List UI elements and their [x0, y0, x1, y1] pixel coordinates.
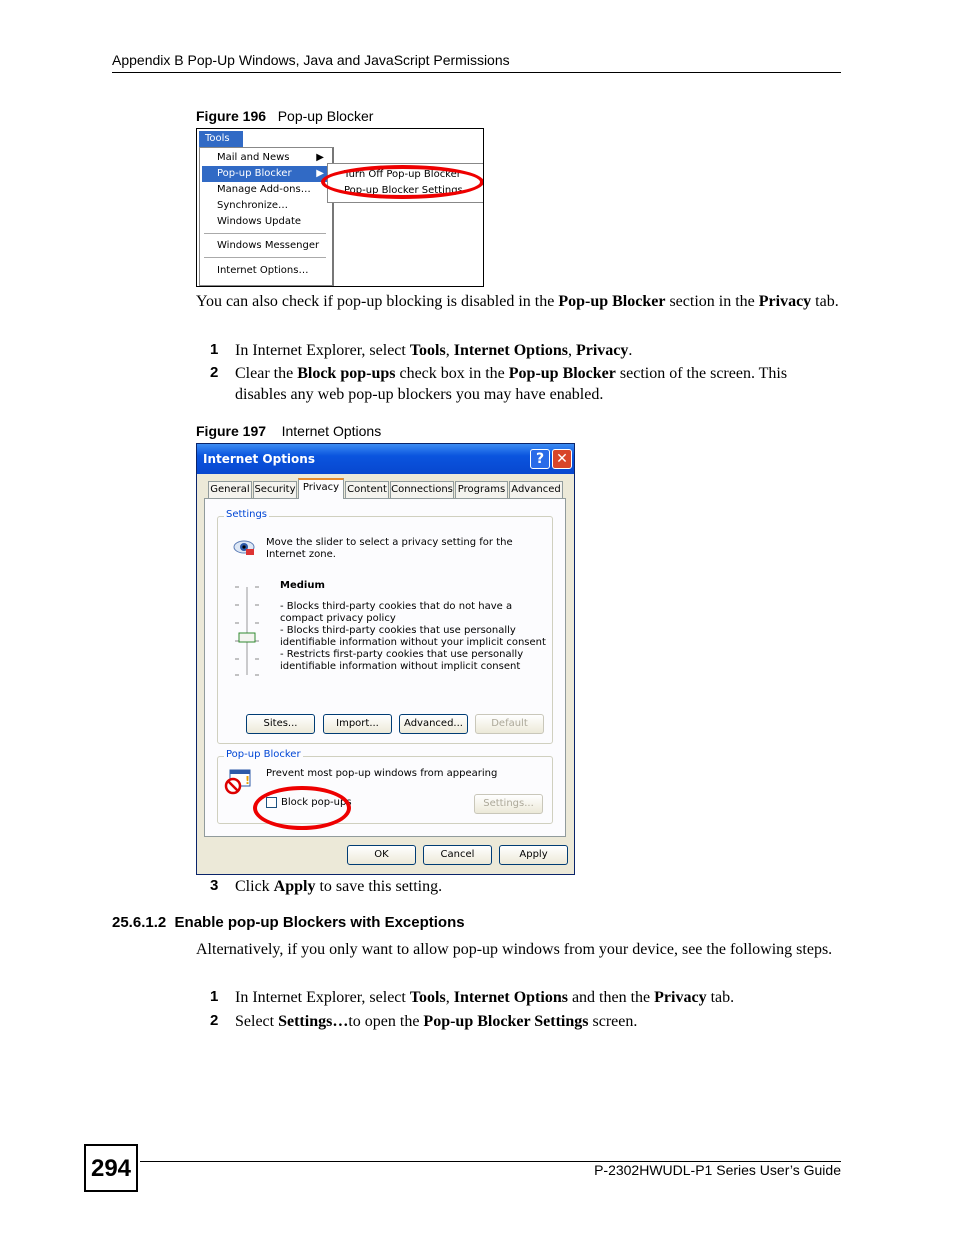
submenu-popup-blocker-settings[interactable]: Pop-up Blocker Settings [344, 185, 463, 196]
block-popups-label: Block pop-ups [281, 797, 352, 808]
tools-menu-title[interactable]: Tools [199, 131, 243, 147]
internet-options-dialog [196, 443, 575, 875]
highlight-ring [253, 786, 351, 830]
submenu-arrow-icon: ▶ [316, 168, 324, 179]
menu-item-popup-blocker[interactable]: Pop-up Blocker ▶ [202, 166, 328, 182]
ok-button[interactable]: OK [347, 845, 416, 865]
submenu-turn-off-popup-blocker[interactable]: Turn Off Pop-up Blocker [344, 169, 461, 180]
highlight-ring [321, 165, 484, 199]
paragraph-alternative: Alternatively, if you only want to allow pop-up windows from your device, see the following steps. [196, 941, 833, 958]
step-number: 1 [210, 988, 219, 1005]
menu-separator [204, 257, 326, 258]
figure-196-label: Figure 196 [196, 108, 267, 124]
level-description-2: - Blocks third-party cookies that use personally identifiable information without your implicit consent [280, 625, 546, 648]
guide-title: P-2302HWUDL-P1 Series User’s Guide [594, 1162, 841, 1178]
menu-item-mail-news[interactable]: Mail and News ▶ [202, 150, 328, 166]
dialog-title: Internet Options [203, 452, 315, 466]
popup-description: Prevent most pop-up windows from appearing [266, 768, 498, 779]
step-1-text: In Internet Explorer, select Tools, Internet Options, Privacy. [235, 342, 633, 359]
step-3-text: Click Apply to save this setting. [235, 878, 443, 895]
menu-separator [204, 233, 326, 234]
submenu-arrow-icon: ▶ [316, 152, 324, 163]
figure-197-title: Internet Options [281, 423, 382, 439]
tab-privacy[interactable]: Privacy [298, 478, 344, 499]
tab-general[interactable]: General [208, 481, 252, 498]
advanced-button[interactable]: Advanced... [399, 714, 468, 734]
help-button[interactable] [530, 449, 550, 469]
privacy-slider[interactable] [232, 585, 262, 677]
settings-group-label: Settings [226, 509, 268, 520]
step-1-text: In Internet Explorer, select Tools, Internet Options and then the Privacy tab. [235, 989, 735, 1006]
blocked-window-icon [224, 769, 252, 795]
menu-item-windows-messenger[interactable]: Windows Messenger [217, 240, 320, 251]
running-header: Appendix B Pop-Up Windows, Java and JavaScript Permissions [112, 52, 510, 68]
section-heading: 25.6.1.2 Enable pop-up Blockers with Exceptions [112, 914, 465, 931]
step-2-text: Select Settings…to open the Pop-up Blocker Settings screen. [235, 1013, 638, 1030]
tab-content[interactable]: Content [345, 481, 389, 498]
import-button[interactable]: Import... [323, 714, 392, 734]
figure-197-caption [196, 423, 381, 439]
figure-196-caption [196, 108, 373, 124]
close-icon: ✕ [556, 451, 568, 467]
settings-group [217, 509, 553, 744]
header-rule [112, 72, 841, 73]
level-description-3: - Restricts first-party cookies that use personally identifiable information without implicit consent [280, 649, 524, 672]
tab-connections[interactable]: Connections [390, 481, 454, 498]
menu-item-internet-options[interactable]: Internet Options… [217, 265, 309, 276]
step-number: 2 [210, 364, 219, 381]
step-2-text: Clear the Block pop-ups check box in the Pop-up Blocker section of the screen. This disables any web pop-up blockers you may have enabled. [235, 365, 788, 403]
slider-instruction: Move the slider to select a privacy setting for the Internet zone. [266, 537, 513, 560]
dialog-titlebar [197, 444, 574, 474]
step-number: 1 [210, 341, 219, 358]
tab-advanced[interactable]: Advanced [509, 481, 563, 498]
figure-196-image [196, 128, 484, 287]
step-number: 2 [210, 1012, 219, 1029]
help-icon: ? [535, 451, 545, 467]
svg-text:!: ! [245, 774, 251, 787]
menu-item-windows-update[interactable]: Windows Update [217, 216, 302, 227]
sites-button[interactable]: Sites... [246, 714, 315, 734]
page-number: 294 [84, 1144, 138, 1192]
privacy-level: Medium [280, 580, 325, 591]
close-button[interactable] [552, 449, 572, 469]
default-button[interactable]: Default [475, 714, 544, 734]
level-description-1: - Blocks third-party cookies that do not have a compact privacy policy [280, 601, 513, 624]
menu-item-synchronize[interactable]: Synchronize… [217, 200, 288, 211]
privacy-panel [204, 498, 566, 837]
step-number: 3 [210, 877, 219, 894]
tab-programs[interactable]: Programs [455, 481, 508, 498]
popup-settings-button[interactable]: Settings... [474, 794, 543, 814]
figure-196-title: Pop-up Blocker [277, 108, 374, 124]
paragraph-privacy-check: You can also check if pop-up blocking is disabled in the Pop-up Blocker section in the Privacy tab. [196, 293, 839, 310]
apply-button[interactable]: Apply [499, 845, 568, 865]
tools-menu [199, 147, 334, 286]
figure-197-label: Figure 197 [196, 423, 267, 439]
tab-security[interactable]: Security [253, 481, 297, 498]
menu-item-manage-addons[interactable]: Manage Add-ons… [217, 184, 311, 195]
cancel-button[interactable]: Cancel [423, 845, 492, 865]
privacy-eye-icon [232, 537, 256, 557]
popup-blocker-group-label: Pop-up Blocker [226, 749, 301, 760]
